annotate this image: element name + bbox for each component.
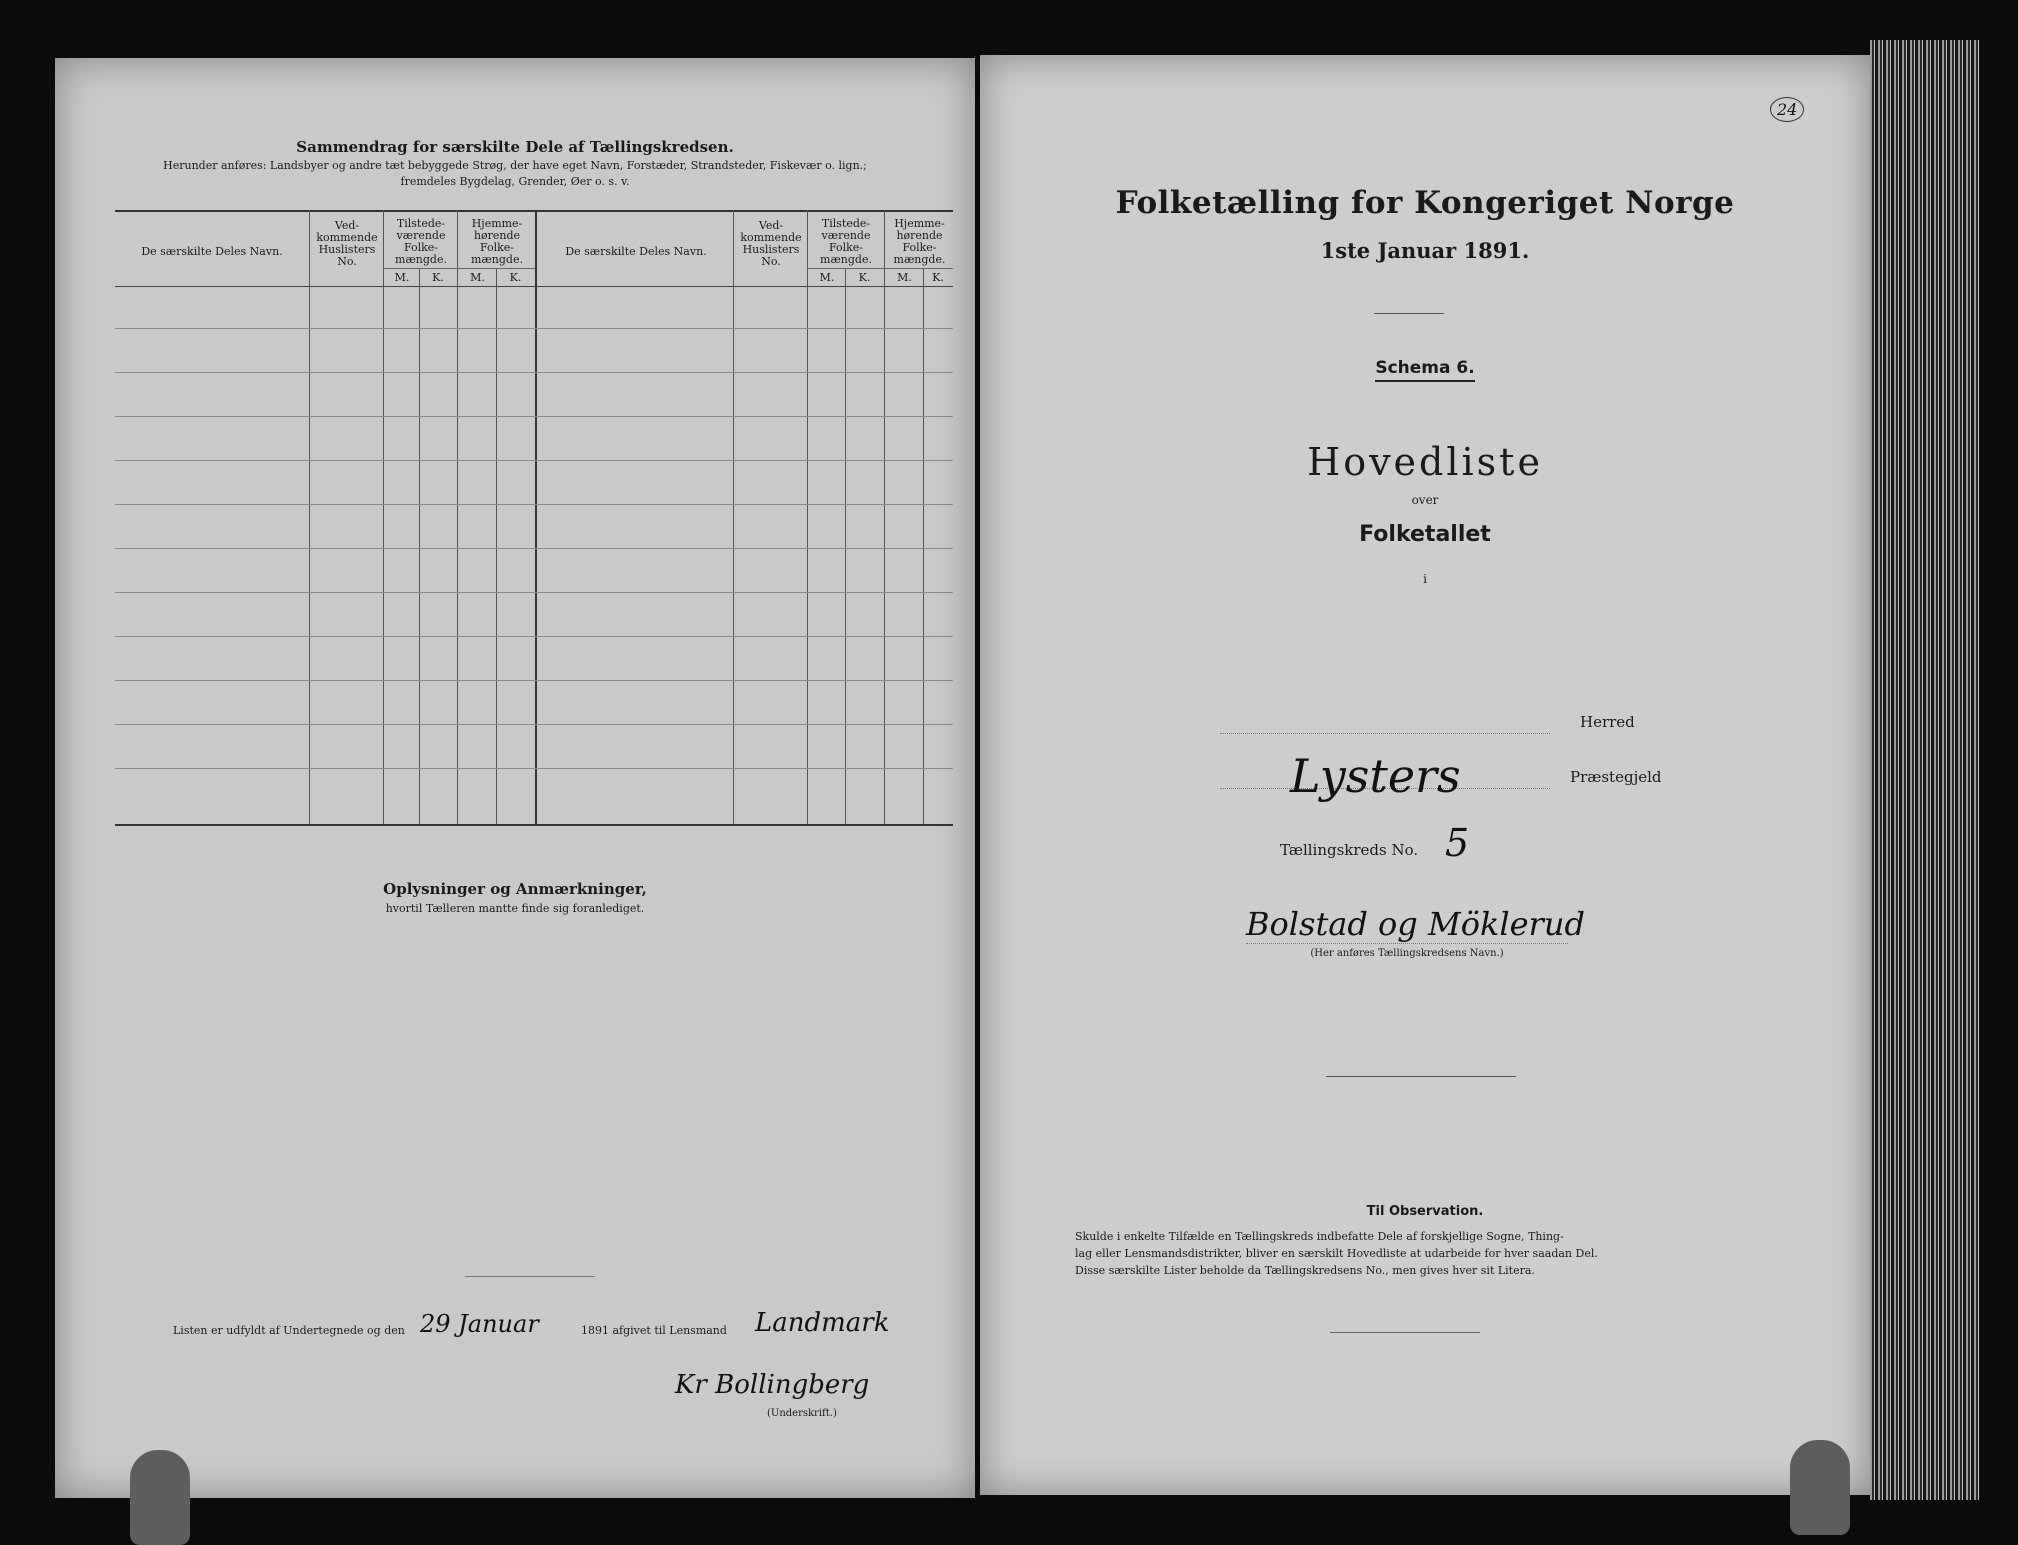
footer-prefix: Listen er udfyldt af Undertegnede og den (173, 1324, 405, 1337)
census-title: Folketælling for Kongeriget Norge (1115, 185, 1735, 221)
separator-3 (1330, 1332, 1480, 1333)
observation-line-3: Disse særskilte Lister beholde da Tællingskredsens No., men gives hver sit Litera. (1075, 1264, 1535, 1277)
footer-date-handwritten: 29 Januar (420, 1310, 539, 1338)
kreds-number-handwritten: 5 (1445, 821, 1470, 865)
herred-label: Herred (1580, 713, 1635, 731)
right-page (980, 55, 1870, 1495)
summary-subtitle-2: fremdeles Bygdelag, Grender, Øer o. s. v. (400, 175, 630, 188)
book-page-edges (1870, 40, 1980, 1500)
left-page (55, 58, 975, 1498)
col-present-k: K. (432, 271, 444, 284)
page-number: 24 (1770, 97, 1804, 122)
kreds-name-line (1246, 943, 1568, 944)
summary-title: Sammendrag for særskilte Dele af Tællingskredsen. (296, 138, 734, 156)
schema-label (980, 358, 1870, 378)
footer-lensmand-handwritten: Landmark (755, 1308, 890, 1338)
notes-title: Oplysninger og Anmærkninger, (383, 880, 647, 898)
kreds-name-handwritten: Bolstad og Möklerud (1246, 905, 1585, 943)
separator (465, 1276, 595, 1277)
schema-text: Schema 6. (1375, 358, 1474, 382)
over-text: over (1411, 493, 1439, 507)
col-lists-header: Ved-kommende Huslisters No. (316, 219, 378, 268)
col-resident-header: Hjemme-hørende Folke-mængde. (471, 217, 523, 266)
col-resident-k: K. (509, 271, 522, 284)
col-name-header: De særskilte Deles Navn. (141, 245, 283, 258)
book-clip-left (130, 1450, 190, 1545)
book-clip-right (1790, 1440, 1850, 1535)
observation-title: Til Observation. (1366, 1204, 1484, 1219)
prestegjeld-handwritten: Lysters (1290, 749, 1461, 803)
census-date: 1ste Januar 1891. (1320, 238, 1530, 263)
col-present-header: Tilstede-værende Folke-mængde. (395, 217, 447, 266)
kreds-label: Tællingskreds No. (1280, 841, 1419, 859)
notes-subtitle: hvortil Tælleren mantte finde sig foranlediget. (385, 902, 645, 915)
col-lists-header-2: Ved-kommende Huslisters No. (740, 219, 802, 268)
col-resident-m-2: M. (897, 271, 912, 284)
herred-line (1220, 733, 1550, 734)
summary-subtitle-1: Herunder anføres: Landsbyer og andre tæt bebyggede Strøg, der have eget Navn, Forstæder, Strandsteder, Fiskevær o. lign.; (163, 159, 867, 172)
col-present-m: M. (394, 271, 410, 284)
observation-line-1: Skulde i enkelte Tilfælde en Tællingskreds indbefatte Dele af forskjellige Sogne, Thing- (1075, 1230, 1564, 1243)
signature-label: (Underskrift.) (767, 1408, 837, 1419)
col-resident-header-2: Hjemme-hørende Folke-mængde. (893, 217, 946, 266)
folketallet-heading: Folketallet (1359, 522, 1491, 547)
col-present-k-2: K. (858, 271, 871, 284)
i-text: i (1423, 572, 1427, 586)
observation-line-2: lag eller Lensmandsdistrikter, bliver en særskilt Hovedliste at udarbeide for hver saadan Del. (1075, 1247, 1598, 1260)
separator-1 (1374, 313, 1444, 314)
prestegjeld-label: Præstegjeld (1570, 768, 1662, 786)
col-resident-m: M. (470, 271, 485, 284)
col-present-m-2: M. (819, 271, 835, 284)
kreds-name-caption: (Her anføres Tællingskredsens Navn.) (1310, 948, 1504, 959)
hovedliste-heading: Hovedliste (1307, 440, 1543, 484)
col-name-header-2: De særskilte Deles Navn. (565, 245, 707, 258)
col-resident-k-2: K. (932, 271, 944, 284)
separator-2 (1326, 1076, 1516, 1077)
col-present-header-2: Tilstede-værende Folke-mængde. (820, 217, 872, 266)
signature-handwritten: Kr Bollingberg (675, 1370, 870, 1400)
footer-mid: 1891 afgivet til Lensmand (581, 1324, 727, 1337)
